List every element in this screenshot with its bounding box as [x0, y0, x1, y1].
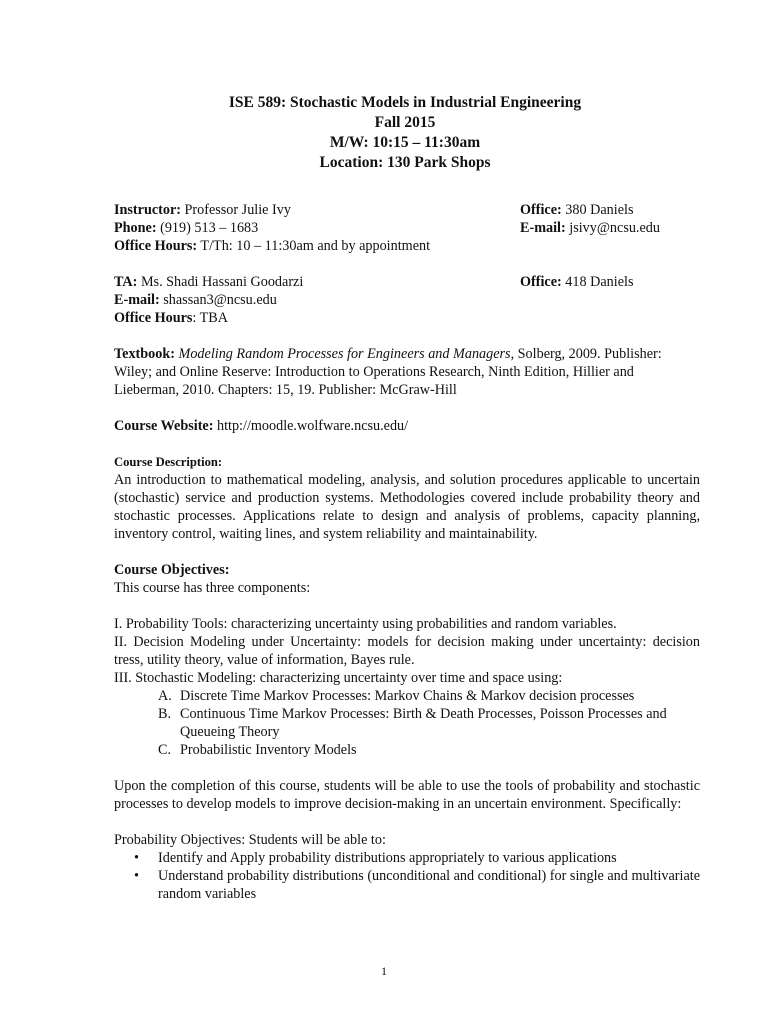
bullet-item-1 [114, 849, 700, 867]
ta-hours-label: Office Hours [114, 310, 193, 326]
ta-email-row [114, 291, 700, 309]
website-label: Course Website: [114, 418, 214, 434]
instructor-hours-row [114, 237, 700, 255]
instructor-hours-label: Office Hours: [114, 238, 198, 254]
instructor-hours: T/Th: 10 – 11:30am and by appointment [197, 238, 431, 254]
bullet-text: Understand probability distributions (unconditional and conditional) for single and multivariate random variables [158, 868, 700, 902]
probability-objectives-intro: Probability Objectives: Students will be able to: [114, 832, 386, 848]
ta-row [114, 273, 700, 291]
sub-item-text: Continuous Time Markov Processes: Birth & Death Processes, Poisson Processes and Queueing Theory [180, 706, 667, 740]
textbook-details: , Solberg, 2009. Publisher: Wiley; and Online Reserve: Introduction to Operations Research, Ninth Edition, Hillier and Lieberman, 2010. Chapters: 15, 19. Publisher: McGraw-Hill [114, 346, 662, 398]
instructor-phone-row [114, 219, 700, 237]
description-heading: Course Description: [114, 455, 223, 469]
textbook-title: Modeling Random Processes for Engineers and Managers [178, 346, 511, 362]
sub-item-b [114, 705, 700, 741]
ta-email-label: E-mail: [114, 292, 160, 308]
syllabus-page [114, 93, 700, 903]
website-url: http://moodle.wolfware.ncsu.edu/ [213, 418, 409, 434]
instructor-phone: (919) 513 – 1683 [156, 220, 259, 236]
sub-item-text: Probabilistic Inventory Models [180, 742, 357, 758]
instructor-name: Professor Julie Ivy [180, 202, 291, 218]
instructor-label: Instructor: [114, 202, 181, 218]
instructor-email: jsivy@ncsu.edu [565, 220, 660, 236]
ta-office: 418 Daniels [561, 274, 634, 290]
course-title: ISE 589: Stochastic Models in Industrial Engineering [228, 94, 582, 111]
description-text: An introduction to mathematical modeling, analysis, and solution procedures applicable to uncertain (stochastic) service and production systems. Methodologies covered include probability theory and stochastic processes. Applications relate to design and analysis of problems, capacity planning, inventory control, waiting lines, and system reliability and maintainability. [114, 472, 700, 542]
textbook-label: Textbook: [114, 346, 175, 362]
bullet-icon: • [134, 868, 139, 884]
sub-item-marker: C. [158, 742, 172, 758]
bullet-text: Identify and Apply probability distributions appropriately to various applications [158, 850, 617, 866]
completion-paragraph: Upon the completion of this course, students will be able to use the tools of probability and stochastic processes to develop models to improve decision-making in an uncertain environment. Specifically: [114, 778, 700, 812]
instructor-office: 380 Daniels [561, 202, 634, 218]
sub-item-marker: B. [158, 706, 172, 722]
ta-label: TA: [114, 274, 138, 290]
objective-item-1: I. Probability Tools: characterizing uncertainty using probabilities and random variables. [114, 616, 617, 632]
course-location: Location: 130 Park Shops [319, 154, 491, 171]
sub-item-a [114, 687, 700, 705]
objective-item-3: III. Stochastic Modeling: characterizing uncertainty over time and space using: [114, 670, 563, 686]
objective-item-2: II. Decision Modeling under Uncertainty: models for decision making under uncertainty: decision tress, utility theory, value of information, Bayes rule. [114, 634, 700, 668]
page-number: 1 [381, 964, 387, 978]
sub-item-c [114, 741, 700, 759]
website-row [114, 417, 700, 435]
course-time: M/W: 10:15 – 11:30am [329, 134, 481, 151]
instructor-email-label: E-mail: [520, 220, 566, 236]
textbook-paragraph [114, 345, 700, 399]
bullet-item-2 [114, 867, 700, 903]
ta-office-label: Office: [520, 274, 562, 290]
objectives-heading: Course Objectives: [114, 562, 230, 578]
objectives-intro: This course has three components: [114, 580, 311, 596]
instructor-office-label: Office: [520, 202, 562, 218]
course-term: Fall 2015 [374, 114, 436, 131]
bullet-icon: • [134, 850, 139, 866]
sub-item-marker: A. [158, 688, 172, 704]
ta-email: shassan3@ncsu.edu [159, 292, 277, 308]
ta-hours: : TBA [192, 310, 229, 326]
instructor-row [114, 201, 700, 219]
sub-item-text: Discrete Time Markov Processes: Markov Chains & Markov decision processes [180, 688, 635, 704]
phone-label: Phone: [114, 220, 157, 236]
ta-name: Ms. Shadi Hassani Goodarzi [137, 274, 304, 290]
ta-hours-row [114, 309, 700, 327]
